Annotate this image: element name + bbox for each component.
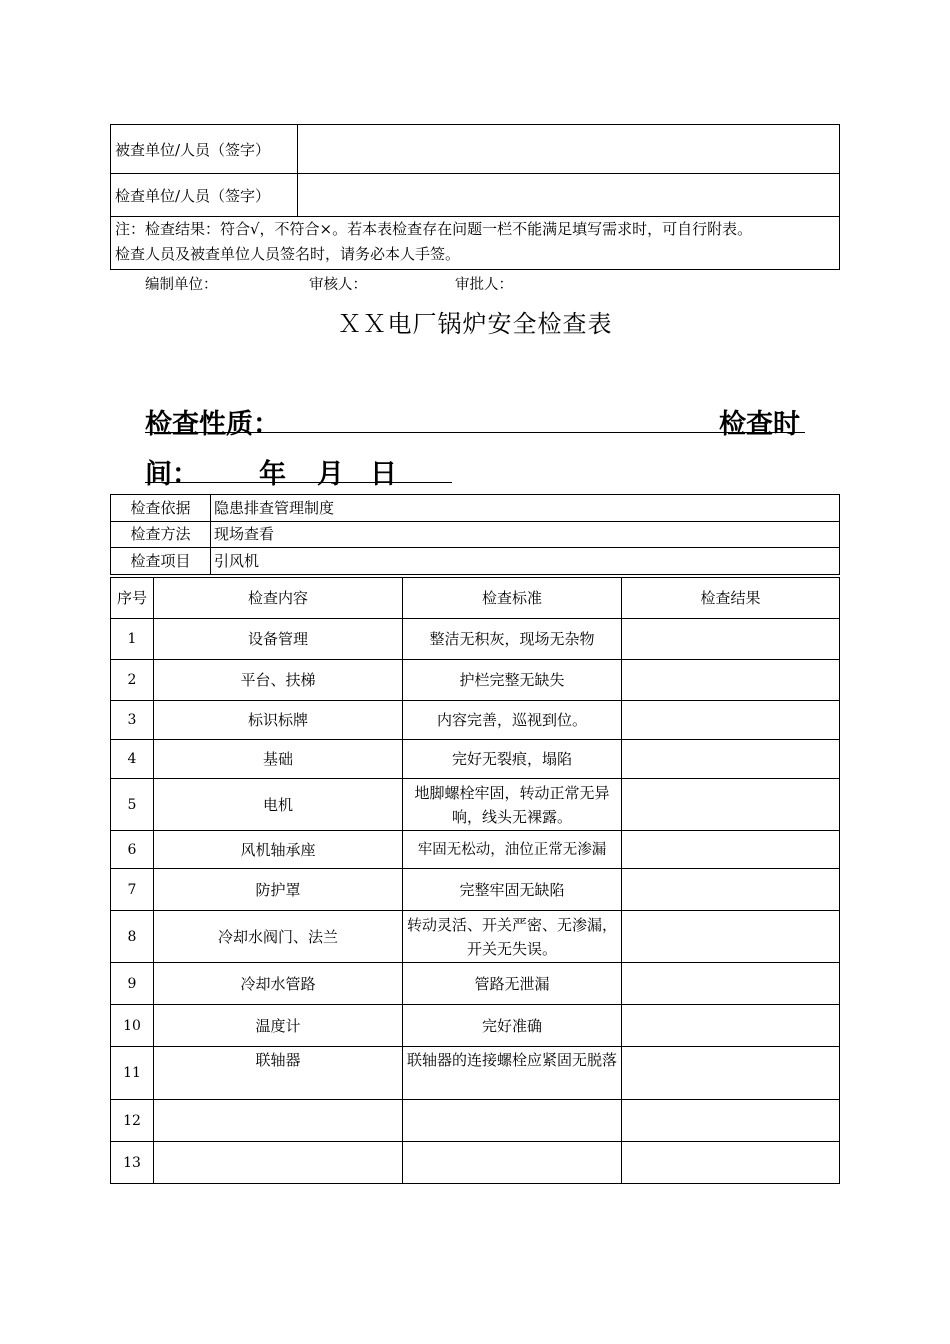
note-line-2: 检查人员及被查单位人员签名时，请务必本人手签。 [115, 245, 461, 263]
row-standard: 完好准确 [403, 1005, 622, 1047]
column-header-result: 检查结果 [622, 578, 840, 619]
note-cell [111, 217, 840, 270]
row-standard: 护栏完整无缺失 [403, 660, 622, 701]
row-standard: 管路无泄漏 [403, 963, 622, 1005]
nature-underline[interactable] [145, 432, 805, 433]
row-no: 9 [111, 963, 154, 1005]
time-label-part2: 间： [145, 459, 199, 490]
info-table [110, 494, 840, 575]
row-no: 6 [111, 831, 154, 869]
page-title: ＸＸ电厂锅炉安全检查表 [337, 310, 613, 338]
row-content: 冷却水阀门、法兰 [154, 911, 403, 963]
item-value: 引风机 [211, 548, 840, 575]
time-underline[interactable] [145, 482, 452, 483]
inspector-signature-field[interactable] [298, 174, 840, 217]
table-row [111, 1100, 840, 1142]
nature-label: 检查性质： [145, 409, 280, 440]
row-result[interactable] [622, 660, 840, 701]
row-standard: 内容完善，巡视到位。 [403, 701, 622, 740]
row-no: 8 [111, 911, 154, 963]
row-content: 平台、扶梯 [154, 660, 403, 701]
row-no: 7 [111, 869, 154, 911]
row-result[interactable] [622, 1100, 840, 1142]
row-content: 设备管理 [154, 619, 403, 660]
method-label: 检查方法 [111, 521, 211, 548]
row-standard[interactable] [403, 1100, 622, 1142]
method-value: 现场查看 [211, 521, 840, 548]
table-row [111, 963, 840, 1005]
table-row [111, 831, 840, 869]
checklist-table [110, 577, 840, 1184]
row-no: 4 [111, 740, 154, 779]
table-row [111, 619, 840, 660]
table-row [111, 1142, 840, 1184]
reviewer-label: 审核人： [309, 277, 367, 293]
row-result[interactable] [622, 1142, 840, 1184]
table-row [111, 1005, 840, 1047]
day-label: 日 [370, 459, 397, 490]
row-result[interactable] [622, 963, 840, 1005]
approver-label: 审批人： [455, 277, 513, 293]
table-header-row [111, 578, 840, 619]
row-no: 5 [111, 779, 154, 831]
row-content: 风机轴承座 [154, 831, 403, 869]
inspector-signature-label: 检查单位/人员（签字） [111, 174, 298, 217]
table-row [111, 779, 840, 831]
year-label: 年 [259, 459, 286, 490]
row-standard: 完好无裂痕，塌陷 [403, 740, 622, 779]
inspected-signature-field[interactable] [298, 125, 840, 174]
row-no: 1 [111, 619, 154, 660]
table-row [111, 1047, 840, 1100]
column-header-content: 检查内容 [154, 578, 403, 619]
row-content: 联轴器 [154, 1047, 403, 1100]
row-result[interactable] [622, 831, 840, 869]
table-row [111, 660, 840, 701]
row-result[interactable] [622, 701, 840, 740]
row-standard: 整洁无积灰，现场无杂物 [403, 619, 622, 660]
row-result[interactable] [622, 1005, 840, 1047]
row-result[interactable] [622, 911, 840, 963]
row-result[interactable] [622, 619, 840, 660]
row-no: 2 [111, 660, 154, 701]
row-content: 基础 [154, 740, 403, 779]
row-no: 3 [111, 701, 154, 740]
month-label: 月 [317, 459, 344, 490]
row-content: 电机 [154, 779, 403, 831]
table-row [111, 869, 840, 911]
table-row [111, 911, 840, 963]
row-standard: 转动灵活、开关严密、无渗漏，开关无失误。 [403, 911, 622, 963]
row-no: 10 [111, 1005, 154, 1047]
row-standard: 完整牢固无缺陷 [403, 869, 622, 911]
inspected-signature-label: 被查单位/人员（签字） [111, 125, 298, 174]
signature-table [110, 124, 840, 270]
row-standard: 地脚螺栓牢固，转动正常无异响，线头无裸露。 [403, 779, 622, 831]
row-no: 13 [111, 1142, 154, 1184]
compiler-label: 编制单位： [145, 277, 218, 293]
row-result[interactable] [622, 740, 840, 779]
row-no: 12 [111, 1100, 154, 1142]
item-label: 检查项目 [111, 548, 211, 575]
basis-value: 隐患排查管理制度 [211, 495, 840, 522]
row-content[interactable] [154, 1100, 403, 1142]
row-result[interactable] [622, 869, 840, 911]
row-no: 11 [111, 1047, 154, 1100]
table-row [111, 740, 840, 779]
column-header-no: 序号 [111, 578, 154, 619]
row-standard: 牢固无松动，油位正常无渗漏 [403, 831, 622, 869]
row-standard[interactable] [403, 1142, 622, 1184]
row-content: 标识标牌 [154, 701, 403, 740]
row-content: 防护罩 [154, 869, 403, 911]
row-standard: 联轴器的连接螺栓应紧固无脱落 [403, 1047, 622, 1100]
row-content: 温度计 [154, 1005, 403, 1047]
column-header-standard: 检查标准 [403, 578, 622, 619]
row-result[interactable] [622, 779, 840, 831]
row-result[interactable] [622, 1047, 840, 1100]
row-content: 冷却水管路 [154, 963, 403, 1005]
row-content[interactable] [154, 1142, 403, 1184]
table-row [111, 701, 840, 740]
basis-label: 检查依据 [111, 495, 211, 522]
note-line-1: 注：检查结果：符合√，不符合×。若本表检查存在问题一栏不能满足填写需求时，可自行附表。 [115, 220, 753, 238]
time-label-part1: 检查时 [719, 409, 800, 440]
